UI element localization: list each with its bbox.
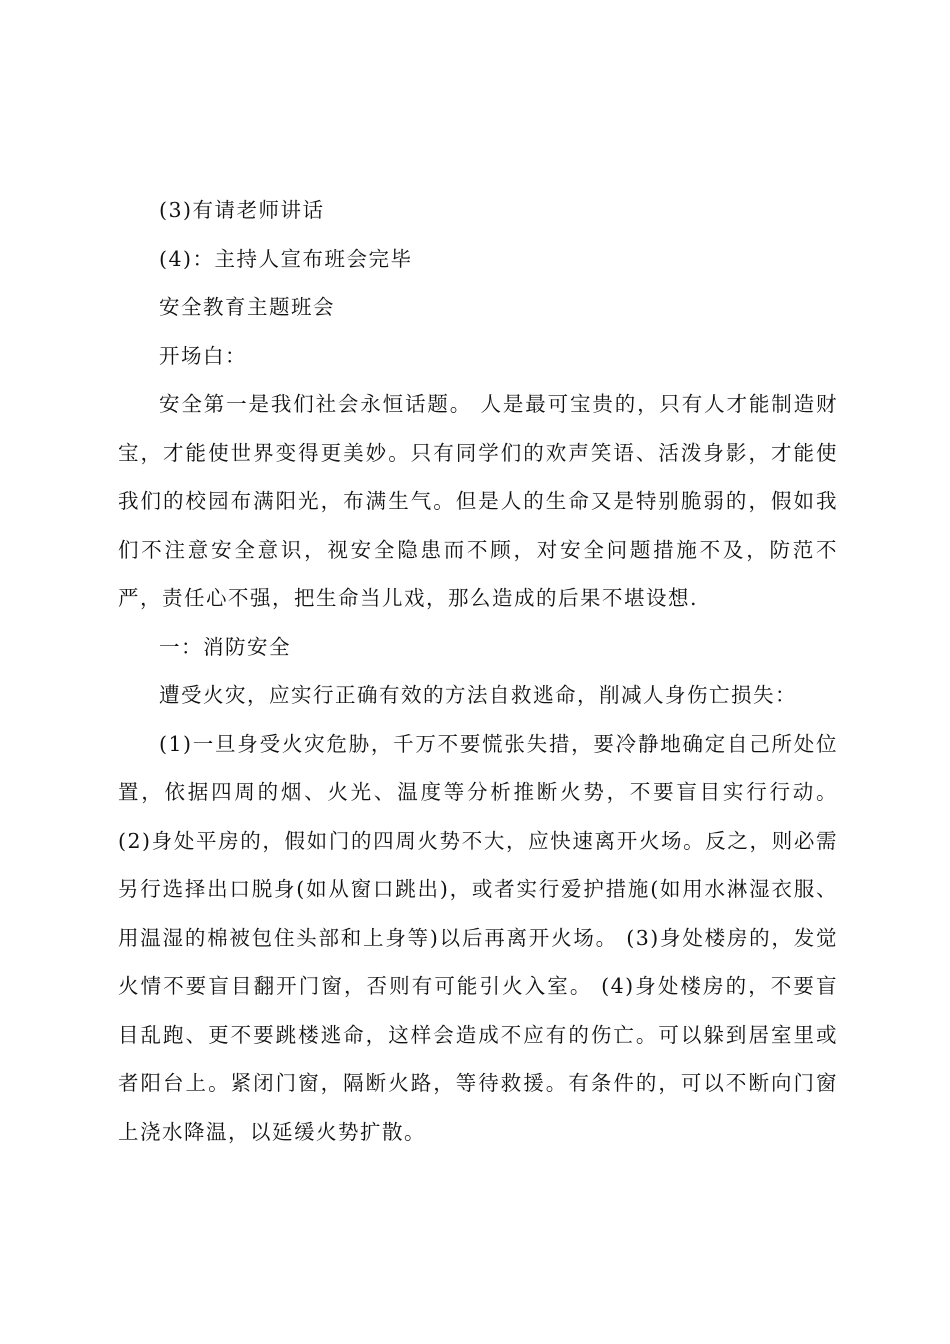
paragraph-host-closing: (4)：主持人宣布班会完毕 — [159, 246, 413, 271]
paragraph-fire-intro: 遭受火灾，应实行正确有效的方法自救逃命，削减人身伤亡损失： — [159, 683, 797, 707]
paragraph-opening-remarks: 安全第一是我们社会永恒话题。 人是最可宝贵的，只有人才能制造财宝，才能使世界变得更美妙。只有同学们的欢声笑语、活泼身影，才能使我们的校园布满阳光，布满生气。但是人的生命又是特别脆弱的，假如我们不注意安全意识，视安全隐患而不顾，对安全问题措施不及，防范不严，责任心不强，把生命当儿戏，那么造成的后果不堪设想. — [118, 392, 838, 610]
paragraph-teacher-speech: (3)有请老师讲话 — [159, 198, 325, 222]
opening-label: 开场白： — [159, 343, 247, 368]
subsection-fire-safety: 一：消防安全 — [159, 634, 291, 659]
paragraph-fire-steps: (1)一旦身受火灾危胁，千万不要慌张失措，要冷静地确定自己所处位置，依据四周的烟、火光、温度等分析推断火势，不要盲目实行行动。 (2)身处平房的，假如门的四周火势不大，应快速离开火场。反之，则必需另行选择出口脱身(如从窗口跳出)，或者实行爱护措施(如用水淋湿衣服、用温湿的棉被包住头部和上身等)以后再离开火场。 (3)身处楼房的，发觉火情不要盲目翻开门窗，否则有可能引火入室。 (4)身处楼房的，不要盲目乱跑、更不要跳楼逃命，这样会造成不应有的伤亡。可以躲到居室里或者阳台上。紧闭门窗，隔断火路，等待救援。有条件的，可以不断向门窗上浇水降温，以延缓火势扩散。 — [118, 731, 838, 1144]
document-body — [118, 186, 838, 1156]
section-title: 安全教育主题班会 — [159, 295, 335, 319]
